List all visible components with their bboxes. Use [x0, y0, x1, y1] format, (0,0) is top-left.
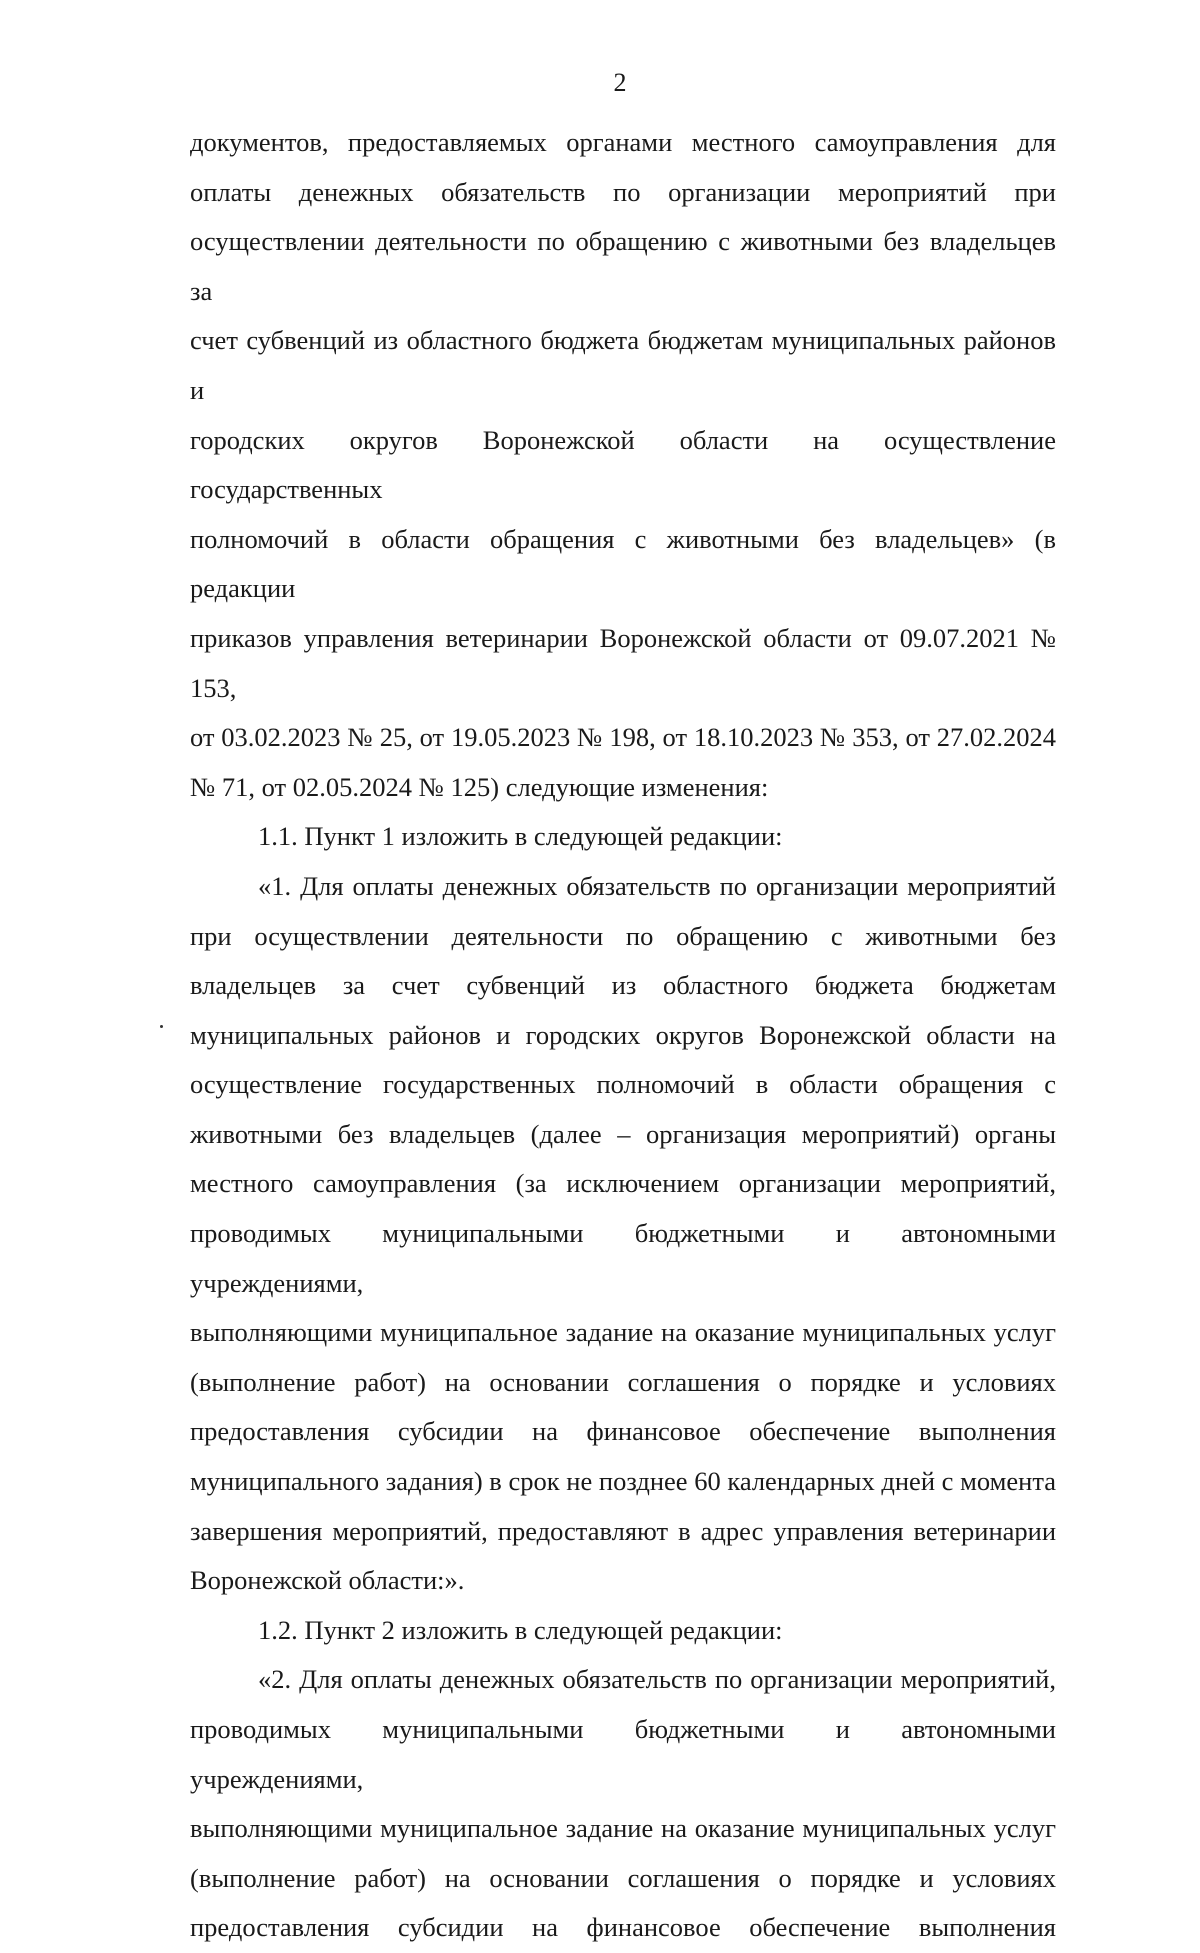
text-line: (выполнение работ) на основании соглашения о порядке и условиях — [190, 1862, 1056, 1893]
text-line: предоставления субсидии на финансовое обеспечение выполнения — [190, 1912, 1056, 1943]
text-line: предоставления субсидии на финансовое обеспечение выполнения — [190, 1416, 1056, 1447]
text-line: выполняющими муниципальное задание на оказание муниципальных услуг — [190, 1813, 1056, 1844]
text-line: (выполнение работ) на основании соглашения о порядке и условиях — [190, 1366, 1056, 1397]
text-line: выполняющими муниципальное задание на оказание муниципальных услуг — [190, 1317, 1056, 1348]
text-line: завершения мероприятий, предоставляют в адрес управления ветеринарии — [190, 1515, 1056, 1546]
text-line: 1.2. Пункт 2 изложить в следующей редакции: — [258, 1614, 783, 1645]
text-line: животными без владельцев (далее – организация мероприятий) органы — [190, 1118, 1056, 1149]
text-line: местного самоуправления (за исключением организации мероприятий, — [190, 1168, 1056, 1199]
text-line: Воронежской области:». — [190, 1565, 465, 1596]
text-line: проводимых муниципальными бюджетными и автономными учреждениями, — [190, 1714, 1056, 1794]
text-line: приказов управления ветеринарии Воронежской области от 09.07.2021 № 153, — [190, 622, 1056, 703]
text-line: 1.1. Пункт 1 изложить в следующей редакции: — [258, 821, 783, 852]
text-line: полномочий в области обращения с животными без владельцев» (в редакции — [190, 523, 1056, 604]
text-line: осуществлении деятельности по обращению с животными без владельцев за — [190, 226, 1056, 306]
page-number: 2 — [613, 68, 627, 97]
document-body — [190, 118, 1056, 1953]
text-line: городских округов Воронежской области на осуществление государственных — [190, 424, 1056, 505]
text-line: «1. Для оплаты денежных обязательств по организации мероприятий — [258, 870, 1056, 901]
text-line: от 03.02.2023 № 25, от 19.05.2023 № 198, от 18.10.2023 № 353, от 27.02.2024 — [190, 722, 1056, 753]
text-line: осуществление государственных полномочий в области обращения с — [190, 1069, 1056, 1100]
text-line: проводимых муниципальными бюджетными и автономными учреждениями, — [190, 1218, 1056, 1298]
text-line: муниципальных районов и городских округов Воронежской области на — [190, 1019, 1056, 1050]
text-line: при осуществлении деятельности по обращению с животными без — [190, 920, 1056, 951]
scan-speck — [160, 1025, 163, 1028]
text-line: владельцев за счет субвенций из областного бюджета бюджетам — [190, 970, 1056, 1001]
text-line: № 71, от 02.05.2024 № 125) следующие изменения: — [190, 771, 769, 802]
text-line: «2. Для оплаты денежных обязательств по организации мероприятий, — [258, 1664, 1056, 1695]
text-line: счет субвенций из областного бюджета бюджетам муниципальных районов и — [190, 325, 1056, 405]
text-line: документов, предоставляемых органами местного самоуправления для — [190, 127, 1056, 157]
text-line: оплаты денежных обязательств по организации мероприятий при — [190, 176, 1056, 207]
text-line: муниципального задания) в срок не позднее 60 календарных дней с момента — [190, 1466, 1056, 1497]
